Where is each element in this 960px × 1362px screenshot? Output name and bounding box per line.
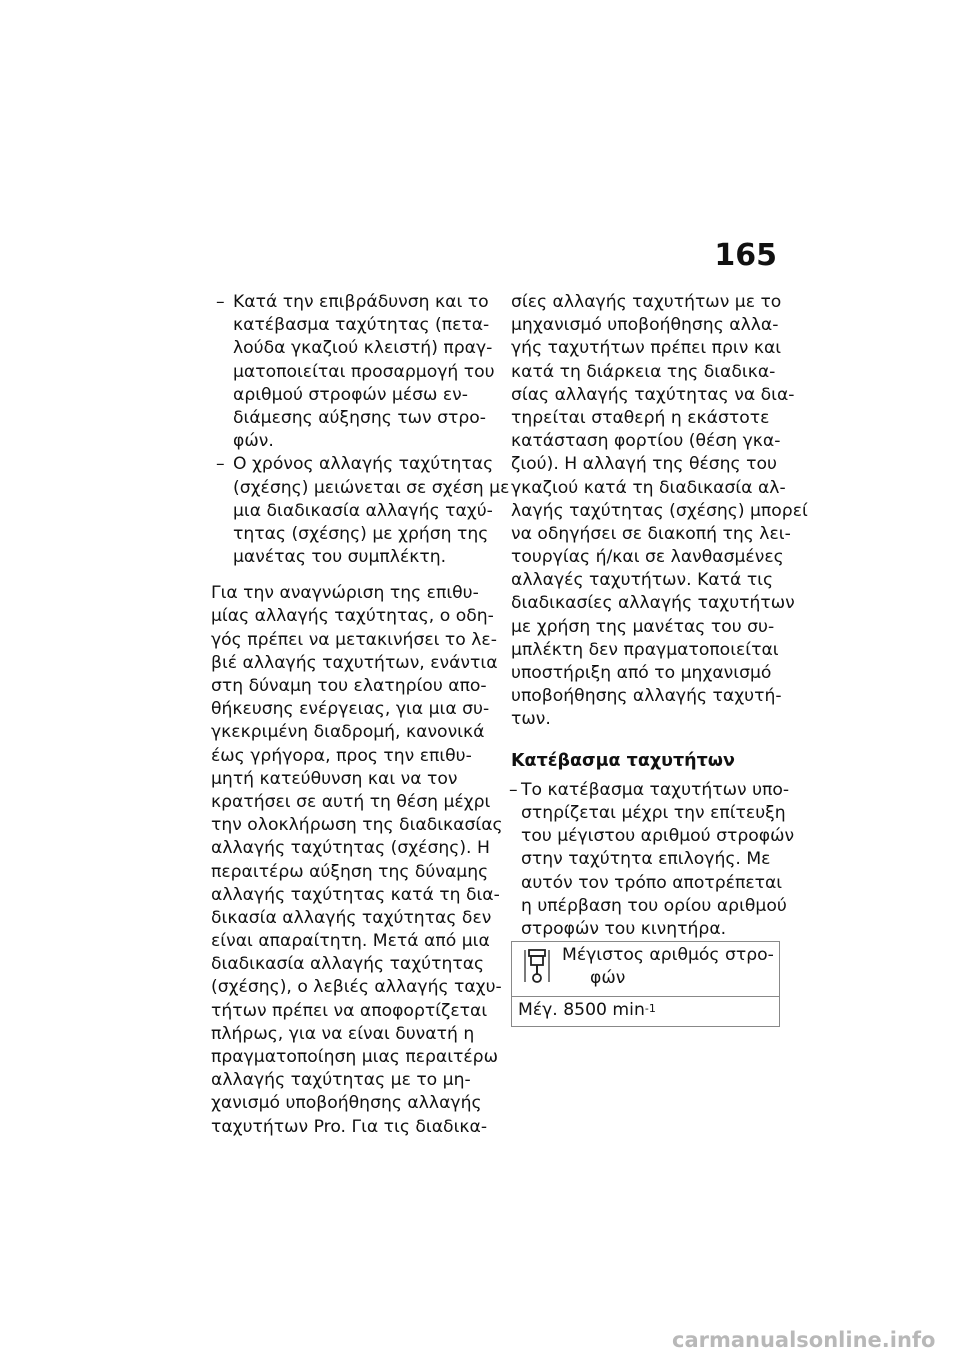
line-text: αλλαγής ταχύτητας κατά τη δια- [211,884,500,905]
line-text: μπλέκτη δεν πραγματοποιείται [511,639,779,660]
text-line [211,768,496,791]
text-line [211,953,496,976]
bullet-item-deceleration [211,291,496,453]
line-text: στην ταχύτητα επιλογής. Με [521,849,771,870]
text-line [211,861,496,884]
line-text: διαδικασίες αλλαγής ταχυτήτων [511,593,795,614]
line-text: σίες αλλαγής ταχυτήτων με το [511,292,782,312]
text-line [511,430,786,453]
line-text: Το κατέβασμα ταχυτήτων υπο- [521,779,790,800]
line-text: τουργίας ή/και σε λανθασμένες [511,547,784,568]
line-text: αλλαγής ταχύτητας (σχέσης). Η [211,838,490,859]
bullet-continuation-line [211,546,496,569]
line-text: στροφών του κινητήρα. [521,918,727,939]
text-line [211,652,496,675]
line-text: (σχέσης), ο λεβιές αλλαγής ταχυ- [211,977,502,998]
spec-table-header [512,942,779,997]
text-line [511,616,786,639]
bullet-dash: – [216,454,225,475]
line-text: κατέβασμα ταχύτητας (πετα- [233,315,490,336]
text-line [211,907,496,930]
spec-value-unit-exponent: -1 [644,1002,656,1015]
bullet-item-shift-time [211,453,510,569]
text-line [511,685,786,708]
text-line [211,1000,496,1023]
bullet-continuation-line [211,361,496,384]
line-text: λαγής ταχύτητας (σχέσης) μπορεί [511,500,808,521]
line-text: κρατήσει σε αυτή τη θέση μέχρι [211,791,491,812]
text-line [211,721,496,744]
text-line [511,477,786,500]
text-line [211,629,496,652]
right-column [509,291,808,941]
text-line [511,708,786,731]
bullet-item-downshift [509,779,795,941]
line-text: γής ταχυτήτων πρέπει πριν και [511,338,782,359]
line-text: πλήρως, για να είναι δυνατή η [211,1023,475,1044]
line-text: έως γρήγορα, προς την επιθυ- [211,745,472,766]
text-line [211,837,496,860]
line-text: κατάσταση φορτίου (θέση γκα- [511,431,781,452]
line-text: Για την αναγνώριση της επιθυ- [211,583,479,604]
text-line [211,1069,496,1092]
line-text: Κατά την επιβράδυνση και το [233,292,489,312]
text-line [211,976,502,999]
line-text: Ο χρόνος αλλαγής ταχύτητας [233,454,494,475]
text-line [511,523,791,546]
text-line [511,546,786,569]
text-line [511,500,808,523]
line-text: λούδα γκαζιού κλειστή) πραγ- [233,338,493,359]
text-line [511,662,786,685]
line-text: πραγματοποίηση μιας περαιτέρω [211,1047,498,1067]
text-line [211,814,503,837]
line-text: διάμεσης αύξησης των στρο- [233,407,486,428]
line-text: γκαζιού κατά τη διαδικασία αλ- [511,477,786,498]
line-text: κατά τη διάρκεια της διαδικα- [511,361,776,382]
bullet-dash: – [216,292,225,312]
spec-title-line2: φών [590,968,626,988]
text-line [511,384,795,407]
bullet-continuation-line [511,895,786,918]
line-text: στη δύναμη του ελατηρίου απο- [211,676,487,696]
text-line [211,930,496,953]
text-line [511,291,786,314]
line-text: δικασία αλλαγής ταχύτητας δεν [211,907,492,928]
bullet-continuation-line [511,872,786,895]
line-text: αυτόν τον τρόπο αποτρέπεται [521,872,783,893]
text-line [511,453,786,476]
line-text: είναι απαραίτητη. Μετά από μια [211,931,490,952]
text-line [211,1092,496,1115]
line-text: μίας αλλαγής ταχύτητας, ο οδη- [211,606,494,627]
bullet-continuation-line [211,477,510,500]
line-text: τητας (σχέσης) με χρήση της [233,523,489,544]
text-line [211,1046,496,1069]
line-text: μια διαδικασία αλλαγής ταχύ- [233,500,493,521]
text-line [511,639,786,662]
line-text: να οδηγήσει σε διακοπή της λει- [511,523,791,544]
watermark: carmanualsonline.info [672,1328,936,1352]
line-text: με χρήση της μανέτας του συ- [511,616,775,637]
line-text: μηχανισμό υποβοήθησης αλλα- [511,315,779,336]
text-line [511,337,786,360]
text-line [211,745,496,768]
text-line [511,569,786,592]
bullet-continuation-line [511,802,786,825]
spec-title-line1: Μέγιστος αριθμός στρο- [562,945,774,965]
line-text: του μέγιστου αριθμού στροφών [521,826,795,847]
line-text: γός πρέπει να μετακινήσει το λε- [211,629,497,650]
spec-value [512,997,779,1026]
text-line [511,407,786,430]
bullet-first-line [211,453,496,476]
page-number: 165 [714,238,777,273]
line-text: μανέτας του συμπλέκτη. [233,547,447,568]
line-text: υποστήριξη από το μηχανισμό [511,663,772,683]
line-text: στηρίζεται μέχρι την επίτευξη [521,802,786,823]
bullet-continuation-line [511,825,795,848]
bullet-continuation-line [211,314,496,337]
line-text: μητή κατεύθυνση και να τον [211,768,458,789]
bullet-continuation-line [211,523,496,546]
spec-value-text: Μέγ. 8500 min [518,1000,645,1020]
text-line [211,698,496,721]
line-text: (σχέσης) μειώνεται σε σχέση με [233,477,510,498]
line-text: αλλαγές ταχυτήτων. Κατά τις [511,570,774,591]
bullet-continuation-line [211,407,496,430]
line-text: αριθμού στροφών μέσω εν- [233,384,468,405]
line-text: αλλαγής ταχύτητας με το μη- [211,1070,471,1091]
line-text: ταχυτήτων Pro. Για τις διαδικα- [211,1116,488,1137]
bullet-first-line [509,779,790,802]
bullet-continuation-line [211,430,496,453]
line-text: υποβοήθησης αλλαγής ταχυτή- [511,686,782,707]
line-text: γκεκριμένη διαδρομή, κανονικά [211,722,485,743]
section-heading-downshift: Κατέβασμα ταχυτήτων [511,750,735,771]
text-line [211,791,496,814]
line-text: των. [511,709,551,730]
bullet-continuation-line [211,337,496,360]
bullet-continuation-line [511,848,786,871]
line-text: ματοποιείται προσαρμογή του [233,361,495,382]
line-text: βιέ αλλαγής ταχυτήτων, ενάντια [211,652,498,673]
text-line [211,582,496,605]
bullet-first-line [211,291,496,314]
line-text: σίας αλλαγής ταχύτητας να δια- [511,384,795,405]
line-text: τήτων πρέπει να αποφορτίζεται [211,1000,488,1021]
line-text: τηρείται σταθερή η εκάστοτε [511,407,770,428]
paragraph-shift-assistant [511,291,808,732]
line-text: διαδικασία αλλαγής ταχύτητας [211,954,485,975]
line-text: η υπέρβαση του ορίου αριθμού [521,895,787,916]
text-line [511,592,795,615]
text-line [211,605,496,628]
engine-piston-icon [512,942,562,996]
bullet-dash: – [509,779,518,800]
text-line [211,675,496,698]
line-text: φών. [233,431,274,452]
left-column [211,291,510,1139]
bullet-continuation-line [511,918,786,941]
line-text: ζιού). Η αλλαγή της θέσης του [511,454,777,475]
spec-title [562,942,774,996]
text-line [511,314,786,337]
spec-table-max-rpm [511,941,780,1027]
text-line [211,1116,496,1139]
bullet-continuation-line [211,384,496,407]
line-text: την ολοκλήρωση της διαδικασίας [211,815,503,836]
bullet-continuation-line [211,500,496,523]
text-line [211,884,500,907]
text-line [511,361,786,384]
paragraph-shift-recognition [211,582,503,1139]
line-text: περαιτέρω αύξηση της δύναμης [211,861,489,882]
line-text: θήκευσης ενέργειας, για μια συ- [211,699,490,720]
text-line [211,1023,496,1046]
line-text: χανισμό υποβοήθησης αλλαγής [211,1093,482,1114]
